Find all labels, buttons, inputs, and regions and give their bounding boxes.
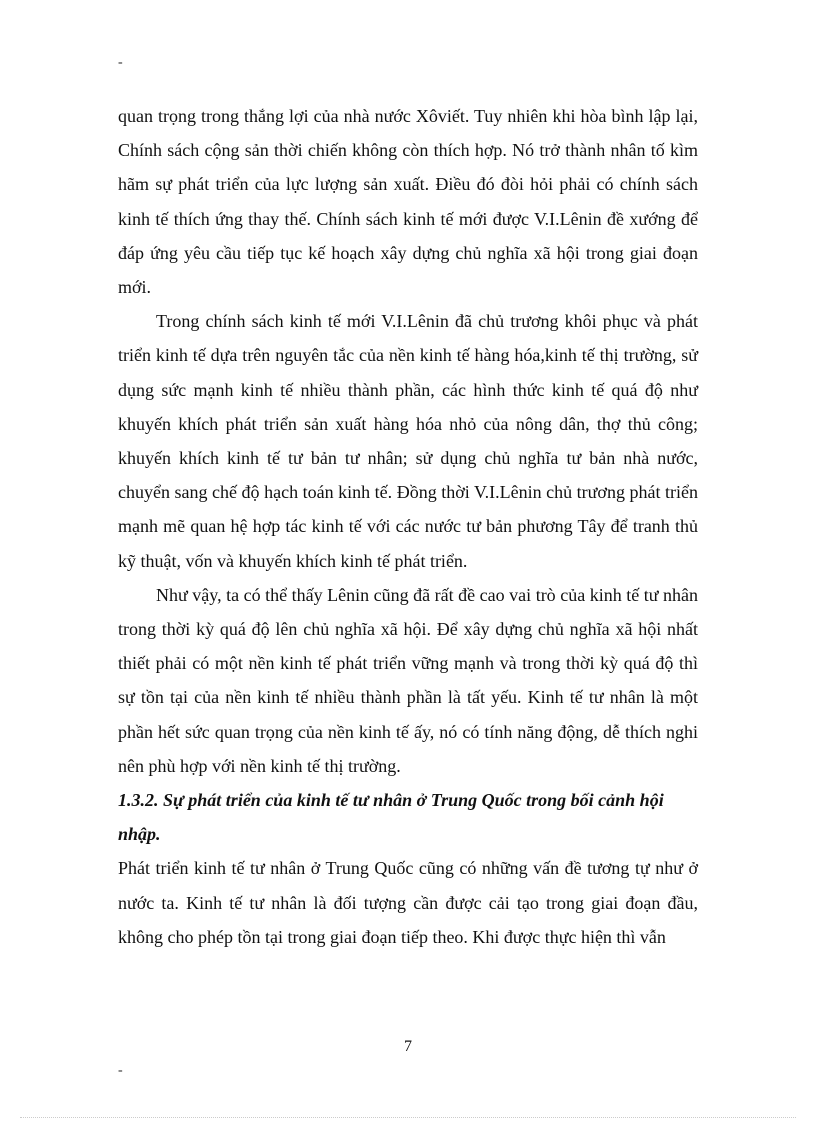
paragraph-continuation: quan trọng trong thắng lợi của nhà nước Xôviết. Tuy nhiên khi hòa bình lập lại, Chính sách cộng sản thời chiến không còn thích hợp. Nó trở thành nhân tố kìm hãm sự phát triển của lực lượng sản xuất. Điều đó đòi hỏi phải có chính sách kinh tế thích ứng thay thế. Chính sách kinh tế mới được V.I.Lênin đề xướng để đáp ứng yêu cầu tiếp tục kế hoạch xây dựng chủ nghĩa xã hội trong giai đoạn mới. <box>118 106 698 298</box>
paragraph-nep-policy: Trong chính sách kinh tế mới V.I.Lênin đã chủ trương khôi phục và phát triển kinh tế dựa trên nguyên tắc của nền kinh tế hàng hóa,kinh tế thị trường, sử dụng sức mạnh kinh tế nhiều thành phần, các hình thức kinh tế quá độ như khuyến khích phát triển sản xuất hàng hóa nhỏ của nông dân, thợ thủ công; khuyến khích kinh tế tư bản tư nhân; sử dụng chủ nghĩa tư bản nhà nước, chuyển sang chế độ hạch toán kinh tế. Đồng thời V.I.Lênin chủ trương phát triển mạnh mẽ quan hệ hợp tác kinh tế với các nước tư bản phương Tây để tranh thủ kỹ thuật, vốn và khuyến khích kinh tế phát triển. <box>118 311 698 571</box>
document-body <box>118 99 698 954</box>
paragraph-private-economy-role: Như vậy, ta có thể thấy Lênin cũng đã rất đề cao vai trò của kinh tế tư nhân trong thời kỳ quá độ lên chủ nghĩa xã hội. Để xây dựng chủ nghĩa xã hội nhất thiết phải có một nền kinh tế phát triển vững mạnh và trong thời kỳ quá độ thì sự tồn tại của nền kinh tế nhiều thành phần là tất yếu. Kinh tế tư nhân là một phần hết sức quan trọng của nền kinh tế ấy, nó có tính năng động, dễ thích nghi nên phù hợp với nền kinh tế thị trường. <box>118 584 698 776</box>
bottom-margin-mark: - <box>118 1063 123 1078</box>
page-bottom-border <box>20 1117 796 1118</box>
section-heading: 1.3.2. Sự phát triển của kinh tế tư nhân ở Trung Quốc trong bối cảnh hội nhập. <box>118 790 664 845</box>
top-margin-mark: - <box>118 55 123 70</box>
page-number: 7 <box>404 1038 412 1055</box>
section-paragraph: Phát triển kinh tế tư nhân ở Trung Quốc cũng có những vấn đề tương tự như ở nước ta. Kinh tế tư nhân là đối tượng cần được cải tạo trong giai đoạn đầu, không cho phép tồn tại trong giai đoạn tiếp theo. Khi được thực hiện thì vẫn <box>118 858 698 947</box>
